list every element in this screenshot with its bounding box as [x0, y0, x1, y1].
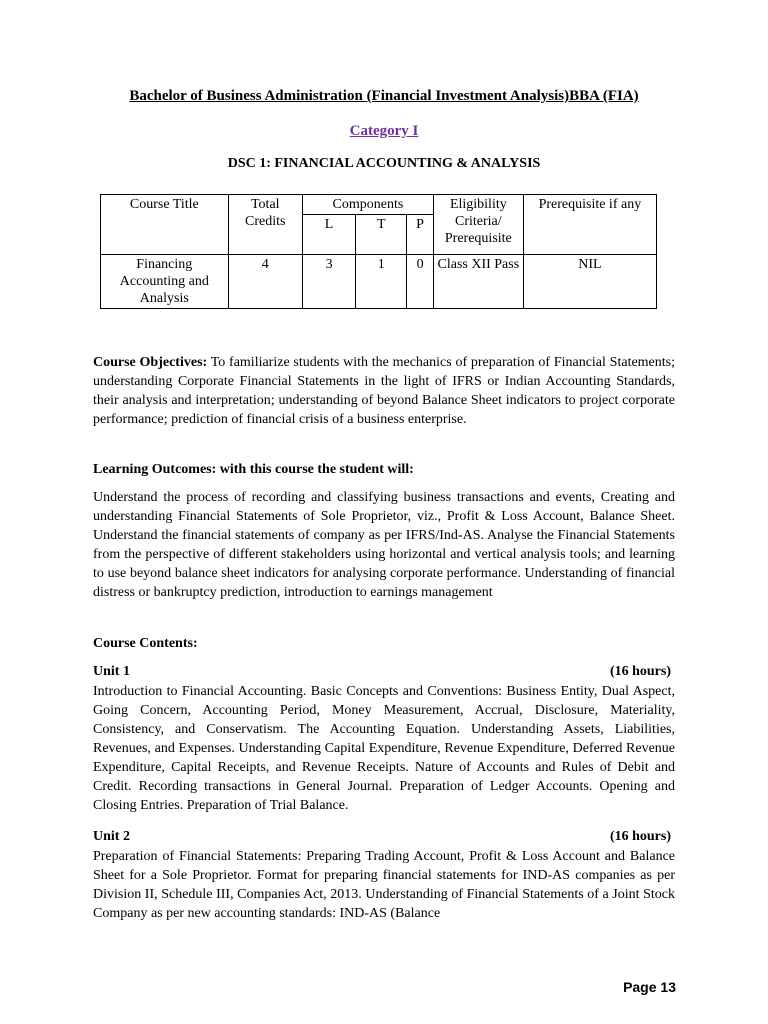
document-title: Bachelor of Business Administration (Financial Investment Analysis)BBA (FIA): [129, 88, 639, 104]
cell-total-credits: 4: [228, 255, 302, 309]
course-details-table: [100, 194, 657, 309]
cell-course-title: Financing Accounting and Analysis: [101, 255, 229, 309]
unit-2-text: Preparation of Financial Statements: Preparing Trading Account, Profit & Loss Account and Balance Sheet for a Sole Proprietor. Format for preparing financial statements for IND-AS companies as per Division II, Schedule III, Companies Act, 2013. Understanding of Financial Statements of a Joint Stock Company as per new accounting standards: IND-AS (Balance: [93, 849, 675, 921]
header-course-title: Course Title: [101, 195, 229, 255]
unit-1-header: [93, 662, 671, 681]
cell-eligibility: Class XII Pass: [433, 255, 523, 309]
course-objectives: [93, 353, 675, 429]
table-row: [101, 255, 657, 309]
header-components: Components: [302, 195, 433, 215]
objectives-label: Course Objectives:: [93, 355, 208, 370]
table-header-row: [101, 195, 657, 215]
header-total-credits: Total Credits: [228, 195, 302, 255]
header-prerequisite: Prerequisite if any: [523, 195, 656, 255]
unit-1-hours: (16 hours): [609, 664, 671, 679]
unit-2-title: Unit 2: [93, 829, 130, 844]
cell-p: 0: [407, 255, 434, 309]
cell-t: 1: [356, 255, 407, 309]
unit-2-header: [93, 827, 671, 846]
header-l: L: [302, 215, 355, 255]
category-label: Category I: [349, 123, 419, 139]
header-t: T: [356, 215, 407, 255]
cell-l: 3: [302, 255, 355, 309]
unit-1-text: Introduction to Financial Accounting. Basic Concepts and Conventions: Business Entity, Dual Aspect, Going Concern, Accounting Period, Money Measurement, Accrual, Disclosure, Materiality, Consistency, and Conservatism. The Accounting Equation. Understanding Assets, Liabilities, Revenues, and Expenses. Understanding Capital Expenditure, Revenue Expenditure, Deferred Revenue Expenditure, Capital Receipts, and Revenue Receipts. Nature of Accounts and Rules of Debit and Credit. Recording transactions in General Journal. Preparation of Ledger Accounts. Opening and Closing Entries. Preparation of Trial Balance.: [93, 684, 675, 813]
unit-2-hours: (16 hours): [609, 829, 671, 844]
course-heading: DSC 1: FINANCIAL ACCOUNTING & ANALYSIS: [227, 156, 541, 171]
header-eligibility: Eligibility Criteria/ Prerequisite: [433, 195, 523, 255]
unit-1-title: Unit 1: [93, 664, 130, 679]
objectives-text: To familiarize students with the mechanics of preparation of Financial Statements; understanding Corporate Financial Statements in the light of IFRS or Indian Accounting Standards, their analysis and interpretation; understanding of beyond Balance Sheet indicators to project corporate performance; prediction of financial crisis of a business enterprise.: [93, 355, 676, 427]
learning-outcomes-heading: Learning Outcomes: with this course the student will:: [93, 462, 414, 477]
page-number: Page 13: [623, 979, 676, 995]
header-p: P: [407, 215, 434, 255]
cell-prerequisite: NIL: [523, 255, 656, 309]
learning-outcomes-text: Understand the process of recording and classifying business transactions and events, Creating and understanding Financial Statements of Sole Proprietor, viz., Profit & Loss Account, Balance Sheet. Understand the financial statements of company as per IFRS/Ind-AS. Analyse the Financial Statements from the perspective of different stakeholders using horizontal and vertical analysis tools; and learning to use beyond balance sheet indicators for analysing corporate performance. Understanding of financial distress or bankruptcy prediction, introduction to earnings management: [93, 490, 675, 600]
course-contents-heading: Course Contents:: [93, 636, 198, 651]
